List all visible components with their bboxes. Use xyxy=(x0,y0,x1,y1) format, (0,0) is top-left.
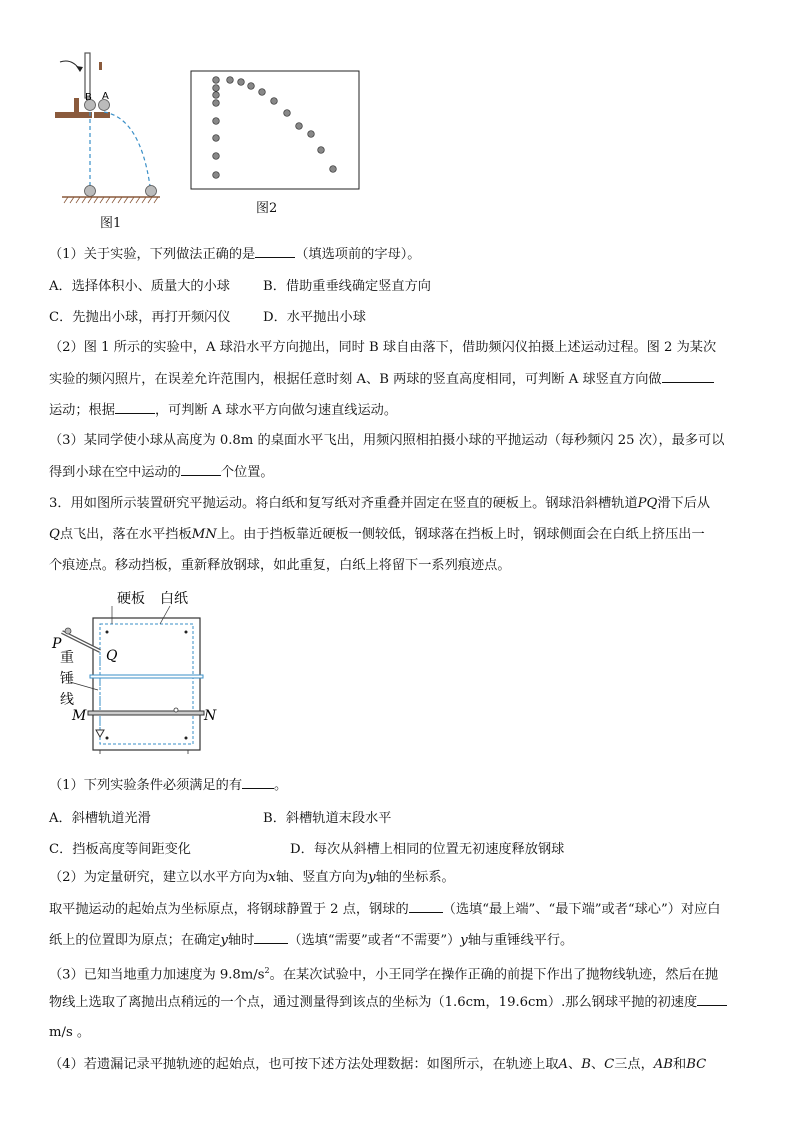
answer-blank[interactable] xyxy=(255,245,295,258)
q3-part1-end: 。 xyxy=(274,778,288,793)
q3-intro-line1 xyxy=(49,495,710,513)
q1-option-a: A．选择体积小、质量大的小球 xyxy=(49,279,230,294)
q1-part1 xyxy=(49,245,420,264)
q3-segment-bc: BC xyxy=(686,1057,707,1072)
q3-part2-line3 xyxy=(49,931,573,950)
q1-part2-line2-text: 实验的频闪照片，在误差允许范围内，根据任意时刻 A、B 两球的竖直高度相同，可判断 A 球竖直方向做 xyxy=(49,372,662,387)
ball-a-dot xyxy=(248,83,255,90)
q1-part2-line3-b: ，可判断 A 球水平方向做匀速直线运动。 xyxy=(154,403,398,418)
q3-intro-l2a: 点飞出，落在水平挡板 xyxy=(59,527,192,542)
q3-part3-unit-s: s xyxy=(257,967,265,983)
answer-blank[interactable] xyxy=(409,900,443,913)
q3-point-c: C xyxy=(604,1057,615,1072)
board-label: 硬板 xyxy=(117,591,145,607)
q3-intro-l1a: 3．用如图所示装置研究平抛运动。将白纸和复写纸对齐重叠并固定在竖直的硬板上。钢球沿斜槽轨道 xyxy=(49,496,638,511)
q3-sep: 、 xyxy=(568,1057,582,1072)
q3-part3-l1a: （3）已知当地重力加速度为 9.8m/ xyxy=(49,967,258,983)
ball-b-dot xyxy=(213,153,220,160)
label-m: M xyxy=(72,708,87,724)
answer-blank[interactable] xyxy=(115,401,155,414)
q3-part2-l3c: （选填“需要”或者“不需要”） xyxy=(288,933,461,948)
q3-part3-line2 xyxy=(49,993,727,1012)
figure-2-caption: 图2 xyxy=(256,201,278,216)
paper-label: 白纸 xyxy=(160,591,188,607)
q3-intro-l1b: 滑下后从 xyxy=(657,496,711,511)
q3-var-y: y xyxy=(460,933,468,948)
q3-part3-l1b: 。在某次试验中，小王同学在操作正确的前提下作出了抛物线轨迹，然后在抛 xyxy=(269,967,719,983)
q3-part2-l1b: 轴、竖直方向为 xyxy=(275,870,369,885)
ball-b-dot xyxy=(213,172,220,179)
q3-part2-l3b: 轴时 xyxy=(227,933,255,948)
q3-segment-ab: AB xyxy=(653,1057,673,1072)
weight-label-3: 线 xyxy=(60,692,74,708)
q3-intro-mn: MN xyxy=(191,527,217,542)
q1-option-c: C．先抛出小球，再打开频闪仪 xyxy=(49,310,231,325)
q3-var-x: x xyxy=(268,870,276,885)
q1-part3-line2-a: 得到小球在空中运动的 xyxy=(49,465,181,480)
q3-option-a: A．斜槽轨道光滑 xyxy=(49,811,151,826)
ball-a-dot xyxy=(271,98,278,105)
q3-part2-l1c: 轴的坐标系。 xyxy=(375,870,455,885)
figure-1-diagram xyxy=(52,52,162,210)
q3-part2-l3d: 轴与重锤线平行。 xyxy=(467,933,574,948)
ball-a-dot xyxy=(330,166,337,173)
ball-b-dot xyxy=(213,118,220,125)
q3-and: 和 xyxy=(673,1057,687,1072)
q3-option-d: D．每次从斜槽上相同的位置无初速度释放钢球 xyxy=(290,842,565,857)
q1-part1-stem: （1）关于实验，下列做法正确的是 xyxy=(49,247,256,262)
q3-intro-line3: 个痕迹点。移动挡板，重新释放钢球，如此重复，白纸上将留下一系列痕迹点。 xyxy=(49,558,511,573)
q3-part1 xyxy=(49,776,287,795)
label-p: P xyxy=(52,636,62,652)
q3-intro-q: Q xyxy=(49,527,60,542)
ball-a-dot xyxy=(227,77,234,84)
q3-part2-l3a: 纸上的位置即为原点；在确定 xyxy=(49,933,221,948)
ball-a-dot xyxy=(259,89,266,96)
q3-part3-sup: 2 xyxy=(264,966,270,975)
q3-intro-pq: PQ xyxy=(637,496,658,511)
q3-point-a: A xyxy=(558,1057,569,1072)
q3-option-b: B．斜槽轨道末段水平 xyxy=(263,811,392,826)
q1-option-b: B．借助重垂线确定竖直方向 xyxy=(263,279,431,294)
ball-a-dot xyxy=(238,79,245,86)
figure-1-caption: 图1 xyxy=(100,216,122,231)
q3-part2-line1 xyxy=(49,869,455,887)
q1-part3-line2 xyxy=(49,463,274,482)
q3-part3-line1 xyxy=(49,962,718,984)
q3-part2-l2a: 取平抛运动的起始点为坐标原点，将钢球静置于 2 点，钢球的 xyxy=(49,902,409,917)
q3-part4-line1 xyxy=(49,1056,706,1074)
q3-option-c: C．挡板高度等间距变化 xyxy=(49,842,191,857)
q1-part3-line1: （3）某同学使小球从高度为 0.8m 的桌面水平飞出，用频闪照相拍摄小球的平抛运动（每秒频闪 25 次），最多可以 xyxy=(49,433,725,448)
label-n: N xyxy=(204,708,217,724)
q3-point-b: B xyxy=(581,1057,591,1072)
answer-blank[interactable] xyxy=(181,463,221,476)
answer-blank[interactable] xyxy=(254,931,288,944)
q3-part3-line3: m/s 。 xyxy=(49,1025,91,1040)
q3-sep: 、 xyxy=(590,1057,605,1072)
answer-blank[interactable] xyxy=(662,370,714,383)
weight-label-2: 锤 xyxy=(60,671,74,687)
q3-var-y: y xyxy=(368,870,376,885)
q1-part1-hint: （填选项前的字母）。 xyxy=(295,247,421,262)
q1-part2-line1: （2）图 1 所示的实验中，A 球沿水平方向抛出，同时 B 球自由落下，借助频闪仪拍摄上述运动过程。图 2 为某次 xyxy=(49,340,717,355)
ball-a-dot xyxy=(308,131,315,138)
label-a: A xyxy=(102,91,109,102)
ball-b-dot xyxy=(213,100,220,107)
ball-b-dot xyxy=(213,135,220,142)
q3-intro-l2b: 上。由于挡板靠近硬板一侧较低，钢球落在挡板上时，钢球侧面会在白纸上挤压出一 xyxy=(216,527,705,542)
answer-blank[interactable] xyxy=(242,776,274,789)
ball-b-dot xyxy=(213,92,220,99)
q3-part4-l1a: （4）若遗漏记录平抛轨迹的起始点，也可按下述方法处理数据：如图所示，在轨迹上取 xyxy=(49,1057,559,1072)
q3-part2-line2 xyxy=(49,900,720,919)
weight-label-1: 重 xyxy=(60,650,74,666)
ball-a-dot xyxy=(318,147,325,154)
q3-part4-l1b: 三点， xyxy=(614,1057,654,1072)
figure-2-photo xyxy=(190,70,360,190)
figure-3-apparatus xyxy=(50,585,217,755)
q3-part2-l1a: （2）为定量研究，建立以水平方向为 xyxy=(49,870,269,885)
answer-blank[interactable] xyxy=(697,993,727,1006)
q3-part2-l2b: （选填“最上端”、“最下端”或者“球心”）对应白 xyxy=(442,902,721,917)
ball-b-dot xyxy=(213,77,220,84)
label-q: Q xyxy=(106,648,118,664)
q3-intro-line2 xyxy=(49,526,705,544)
ball-b-dot xyxy=(213,85,220,92)
q1-part2-line2 xyxy=(49,370,714,389)
q1-part2-line3 xyxy=(49,401,397,420)
ball-a-dot xyxy=(296,123,303,130)
q3-part3-l2a: 物线上选取了离抛出点稍远的一个点，通过测量得到该点的坐标为（1.6cm，19.6cm）.那么钢球平抛的初速度 xyxy=(49,995,698,1010)
label-b: B xyxy=(85,92,92,103)
q1-part2-line3-a: 运动；根据 xyxy=(49,403,115,418)
q1-part3-line2-b: 个位置。 xyxy=(220,465,274,480)
q3-var-y: y xyxy=(220,933,228,948)
q1-option-d: D．水平抛出小球 xyxy=(263,310,366,325)
ball-a-dot xyxy=(284,110,291,117)
q3-part1-stem: （1）下列实验条件必须满足的有 xyxy=(49,778,243,793)
